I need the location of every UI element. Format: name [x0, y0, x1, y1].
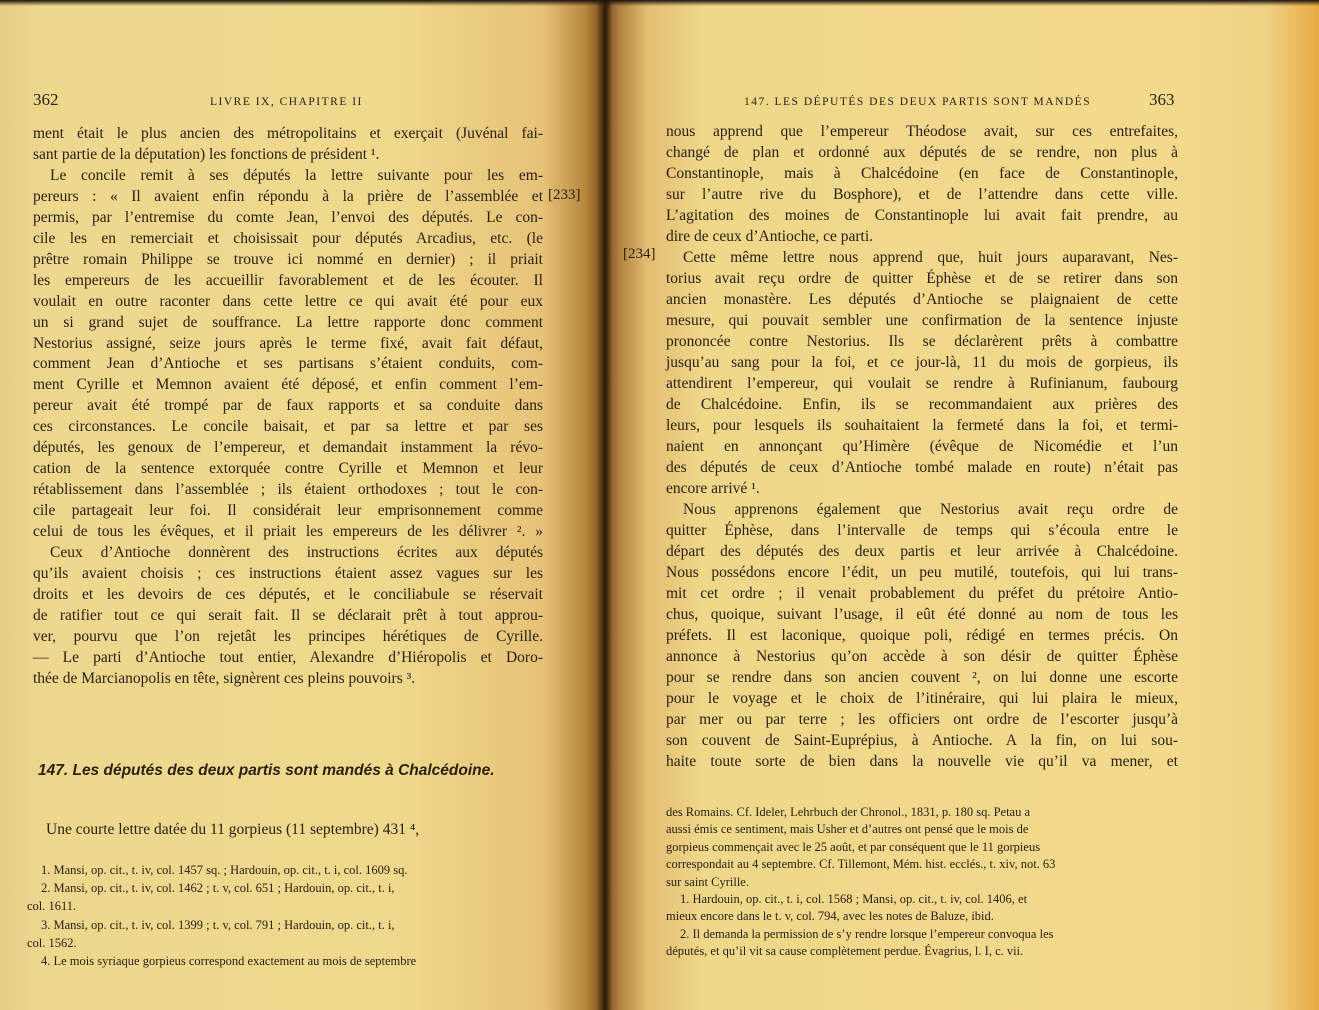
text-line: prononcée contre Nestorius. Ils se déclarèrent prêts à combattre — [666, 333, 1178, 350]
text-line: permis, par l’entremise du comte Jean, l’envoi des députés. Le con- — [33, 208, 543, 226]
right-running-head: 147. LES DÉPUTÉS DES DEUX PARTIS SONT MANDÉS — [744, 96, 1092, 108]
text-line: ces circonstances. Le concile baisait, et par sa lettre et par ses — [33, 418, 543, 436]
text-line: Nous possédons encore l’édit, un peu mutilé, toutefois, qui lui trans- — [666, 564, 1178, 581]
text-line: annonce à Nestorius qu’on accède à son désir de quitter Éphèse — [666, 648, 1178, 665]
text-line: attendirent l’empereur, qui voulait se rendre à Rufinianum, faubourg — [666, 375, 1178, 392]
text-line: cation de la sentence extorquée contre Cyrille et Memnon et leur — [33, 460, 543, 478]
margin-marker-234: [234] — [623, 246, 656, 262]
text-line: nous apprend que l’empereur Théodose avait, sur ces entrefaites, — [666, 123, 1178, 140]
book-gutter — [596, 0, 612, 1010]
footnote-line: 3. Mansi, op. cit., t. iv, col. 1399 ; t. v, col. 791 ; Hardouin, op. cit., t. i, — [41, 917, 395, 932]
text-line: par mer ou par terre ; les officiers ont ordre de l’escorter jusqu’à — [666, 711, 1178, 728]
text-line: voulait en outre raconter dans cette lettre ce qui avait été pour eux — [33, 292, 543, 310]
text-line: Le concile remit à ses députés la lettre suivante pour les em- — [50, 166, 543, 184]
text-line: L’agitation des moines de Constantinople lui avait fait prendre, au — [666, 207, 1178, 224]
text-line: cile les en remerciait et choisissait pour députés Arcadius, etc. (le — [33, 229, 543, 247]
footnote-line: correspondait au 4 septembre. Cf. Tillemont, Mém. hist. ecclés., t. xiv, not. 63 — [666, 857, 1056, 872]
footnote-line: aussi émis ce sentiment, mais Usher et d’autres ont pensé que le mois de — [666, 822, 1029, 837]
text-line: Ceux d’Antioche donnèrent des instructions écrites aux députés — [50, 544, 543, 561]
section-first-line: Une courte lettre datée du 11 gorpieus (11 septembre) 431 ⁴, — [46, 821, 420, 838]
text-line: jusqu’au sang pour la foi, et ce jour-là, 11 du mois de gorpieus, ils — [666, 354, 1178, 371]
text-line: rétablissement dans l’assemblée ; ils étaient orthodoxes ; tout le con- — [33, 481, 543, 499]
text-line: haite toute sorte de bien dans la nouvelle vie qu’il va mener, et — [666, 753, 1178, 770]
footnote-line: sur saint Cyrille. — [666, 874, 749, 889]
text-line: ment était le plus ancien des métropolitains et exerçait (Juvénal fai- — [33, 125, 543, 142]
text-line: un si grand sujet de souffrance. La lettre rapporte donc comment — [33, 313, 543, 331]
text-line: cile partageait leur foi. Il considérait leur emprisonnement comme — [33, 502, 543, 520]
text-line: sant partie de la députation) les fonctions de président ¹. — [33, 145, 380, 163]
text-line: départ des députés des deux partis et leur arrivée à Chalcédoine. — [666, 543, 1178, 560]
text-line: ancien monastère. Les députés d’Antioche se plaignaient de cette — [666, 291, 1178, 308]
text-line: pereur avait été trompé par de faux rapports et sa conduite dans — [33, 397, 543, 415]
footnote-line: des Romains. Cf. Ideler, Lehrbuch der Chronol., 1831, p. 180 sq. Petau a — [666, 805, 1031, 819]
text-line: pour le voyage et le choix de l’itinéraire, qui lui plaira le mieux, — [666, 690, 1178, 707]
text-line: comment Jean d’Antioche et ses partisans s’étaient conduits, com- — [33, 355, 543, 373]
text-line: ver, pourvu que l’on rejetât les principes hérétiques de Cyrille. — [33, 627, 543, 645]
text-line: mesure, qui pouvait sembler une confirmation de la sentence injuste — [666, 312, 1178, 329]
text-line: prêtre romain Philippe se trouve ici nommé en dernier) ; il priait — [33, 250, 543, 268]
text-line: Nous apprenons également que Nestorius avait reçu ordre de — [683, 501, 1178, 518]
text-line: qu’ils avaient choisis ; ces instructions étaient assez vagues sur les — [33, 564, 543, 582]
text-line: sur l’autre rive du Bosphore), et de l’attendre dans cette ville. — [666, 186, 1178, 203]
text-line: Cette même lettre nous apprend que, huit jours auparavant, Nes- — [683, 249, 1178, 266]
top-shadow — [0, 0, 1319, 6]
footnote-line: mieux encore dans le t. v, col. 794, avec les notes de Baluze, ibid. — [666, 909, 994, 924]
text-line: droits et les devoirs de ces députés, et le conciliabule se réservait — [33, 585, 543, 603]
section-title: 147. Les députés des deux partis sont mandés à Chalcédoine. — [38, 762, 495, 779]
text-line: encore arrivé ¹. — [666, 480, 760, 497]
text-line: — Le parti d’Antioche tout entier, Alexandre d’Hiéropolis et Doro- — [33, 648, 543, 666]
text-line: pereurs : « Il avaient enfin répondu à la prière de l’assemblée et — [33, 187, 543, 205]
left-page — [0, 0, 604, 1010]
text-line: des députés de ceux d’Antioche tombé malade en route) n’était pas — [666, 459, 1178, 476]
text-line: Constantinople, mais à Chalcédoine (en face de Constantinople, — [666, 165, 1178, 182]
footnote-line: col. 1562. — [27, 935, 77, 950]
footnote-line: 2. Il demanda la permission de s’y rendre lorsque l’empereur convoqua les — [680, 926, 1054, 941]
text-line: les empereurs de les accueillir favorablement et de les écouter. Il — [33, 271, 543, 289]
text-line: son couvent de Saint-Euprépius, à Antioche. A la fin, on lui sou- — [666, 732, 1178, 749]
text-line: mit cet ordre ; il venait probablement du préfet du prétoire Antio- — [666, 585, 1178, 602]
text-line: de ratifier tout ce qui serait fait. Il se déclarait prêt à tout approu- — [33, 606, 543, 624]
right-page — [604, 0, 1319, 1010]
footnote-line: 4. Le mois syriaque gorpieus correspond exactement au mois de septembre — [41, 954, 417, 968]
footnote-line: 1. Mansi, op. cit., t. iv, col. 1457 sq. ; Hardouin, op. cit., t. i, col. 1609 sq. — [41, 863, 408, 877]
right-page-number: 363 — [1149, 90, 1175, 109]
text-line: députés, les genoux de l’empereur, et demandait instamment la révo- — [33, 439, 543, 457]
text-line: pour se rendre dans son ancien couvent ², on lui donne une escorte — [666, 669, 1178, 686]
text-line: naient en annonçant qu’Himère (évêque de Nicomédie et l’un — [666, 438, 1178, 455]
text-line: Nestorius assigné, seize jours après le terme fixé, avait fait défaut, — [33, 334, 543, 352]
text-line: changé de plan et ordonné aux députés de se rendre, non plus à — [666, 144, 1178, 161]
text-line: leurs, pour lesquels ils souhaitaient la fermeté dans la foi, et termi- — [666, 417, 1178, 434]
footnote-line: gorpieus commençait avec le 25 août, et par conséquent que le 11 gorpieus — [666, 839, 1041, 854]
margin-marker-233: [233] — [548, 187, 581, 203]
text-line: quitter Éphèse, dans l’intervalle de temps qui s’écoula entre le — [666, 522, 1178, 539]
text-line: ment Cyrille et Memnon avaient été déposé, et enfin comment l’em- — [33, 376, 543, 394]
text-line: préfets. Il est laconique, quoique poli, rédigé en termes précis. On — [666, 627, 1178, 644]
left-running-head: LIVRE IX, CHAPITRE II — [210, 96, 363, 108]
footnote-line: col. 1611. — [27, 899, 77, 914]
text-line: chus, quoique, suivant l’usage, il eût été donné au nom de tous les — [666, 606, 1178, 623]
text-line: de Chalcédoine. Enfin, ils se recommandaient aux prières des — [666, 396, 1178, 413]
footnote-line: 1. Hardouin, op. cit., t. i, col. 1568 ; Mansi, op. cit., t. iv, col. 1406, et — [680, 892, 1028, 906]
footnote-line: députés, et qu’il vit sa cause complètement perdue. Évagrius, l. I, c. vii. — [666, 944, 1024, 959]
text-line: celui de tous les évêques, et il priait les empereurs de les délivrer ². » — [33, 523, 543, 541]
text-line: thée de Marcianopolis en tête, signèrent ces pleins pouvoirs ³. — [33, 669, 416, 687]
left-page-number: 362 — [33, 90, 59, 109]
text-line: torius avait reçu ordre de quitter Éphèse et de se retirer dans son — [666, 270, 1178, 287]
text-line: dire de ceux d’Antioche, ce parti. — [666, 228, 874, 245]
footnote-line: 2. Mansi, op. cit., t. iv, col. 1462 ; t. v, col. 651 ; Hardouin, op. cit., t. i, — [41, 881, 395, 896]
